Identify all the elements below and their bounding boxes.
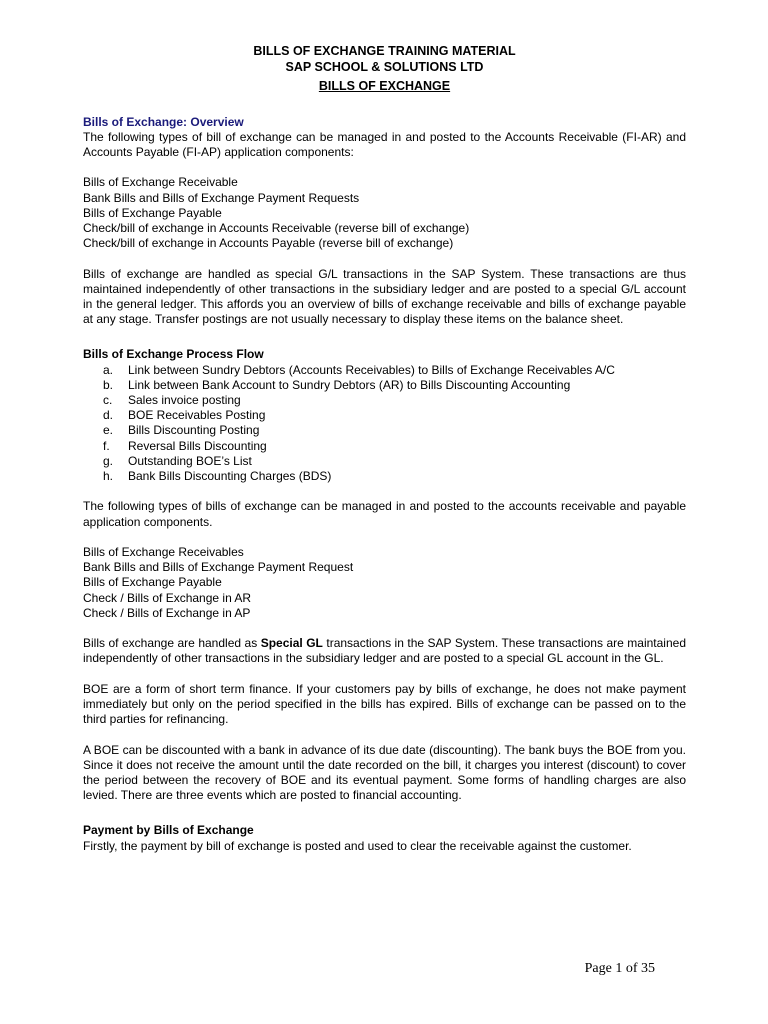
list-marker: a. — [103, 362, 114, 377]
list-item: Bills of Exchange Payable — [83, 205, 222, 220]
list-marker: c. — [103, 392, 113, 407]
company-name: SAP SCHOOL & SOLUTIONS LTD — [285, 59, 484, 74]
list-marker: e. — [103, 423, 114, 438]
list-item-text: Link between Bank Account to Sundry Debtors (AR) to Bills Discounting Accounting — [128, 377, 571, 392]
payment-heading: Payment by Bills of Exchange — [83, 823, 254, 838]
list-item — [83, 454, 686, 469]
list-marker: d. — [103, 408, 114, 423]
overview-paragraph: Bills of exchange are handled as special G/L transactions in the SAP System. These transactions are thus maintained independently of other transactions in the subsidiary ledger and are posted to a special G/L account in the general ledger. This affords you an overview of bills of exchange receivable and bills of exchange payable at any stage. Transfer postings are not usually necessary to display these items on the balance sheet. — [83, 266, 686, 327]
document-page — [83, 44, 686, 854]
list-item: Bills of Exchange Receivables — [83, 544, 244, 559]
overview-intro: The following types of bill of exchange can be managed in and posted to the Accounts Receivable (FI-AR) and Accounts Payable (FI-AP) application components: — [83, 129, 686, 159]
document-title: BILLS OF EXCHANGE TRAINING MATERIAL — [253, 44, 516, 58]
list-item-text: Bills Discounting Posting — [128, 423, 260, 438]
process-flow-list — [83, 363, 686, 485]
list-item: Check/bill of exchange in Accounts Receivable (reverse bill of exchange) — [83, 220, 470, 235]
list-item — [83, 408, 686, 423]
list-item — [83, 363, 686, 378]
payment-paragraph: Firstly, the payment by bill of exchange is posted and used to clear the receivable against the customer. — [83, 838, 632, 853]
list-item: Check / Bills of Exchange in AP — [83, 605, 251, 620]
chapter-title: BILLS OF EXCHANGE — [318, 79, 451, 93]
list-item — [83, 439, 686, 454]
boe-finance-paragraph: BOE are a form of short term finance. If your customers pay by bills of exchange, he does not make payment immediately but only on the period specified in the bills has expired. Bills of exchange can be passed on to the third parties for refinancing. — [83, 681, 686, 727]
overview-heading: Bills of Exchange: Overview — [83, 114, 244, 129]
overview-types-list — [83, 175, 686, 251]
list-item-text: Reversal Bills Discounting — [128, 438, 267, 453]
page-number: Page 1 of 35 — [584, 961, 655, 976]
list-item-text: Outstanding BOE’s List — [128, 453, 252, 468]
list-item — [83, 378, 686, 393]
list-item: Bank Bills and Bills of Exchange Payment Request — [83, 560, 354, 575]
list-item-text: Sales invoice posting — [128, 392, 241, 407]
types-intro: The following types of bills of exchange can be managed in and posted to the accounts receivable and payable application components. — [83, 499, 686, 529]
list-marker: b. — [103, 377, 114, 392]
list-item — [83, 423, 686, 438]
special-gl-text-start: Bills of exchange are handled as — [83, 636, 261, 651]
special-gl-term: Special GL — [260, 636, 323, 651]
list-item: Bills of Exchange Receivable — [83, 175, 238, 190]
list-item: Check/bill of exchange in Accounts Payable (reverse bill of exchange) — [83, 236, 454, 251]
list-item — [83, 393, 686, 408]
list-item-text: Link between Sundry Debtors (Accounts Receivables) to Bills of Exchange Receivables A/C — [128, 362, 615, 377]
discounting-paragraph: A BOE can be discounted with a bank in advance of its due date (discounting). The bank buys the BOE from you. Since it does not receive the amount until the date recorded on the bill, it charges you interest (discount) to cover the period between the recovery of BOE and its eventual payment. Some forms of handling charges are also levied. There are three events which are posted to financial accounting. — [83, 742, 686, 803]
list-marker: g. — [103, 453, 114, 468]
list-item: Bills of Exchange Payable — [83, 575, 222, 590]
special-gl-paragraph — [83, 636, 686, 666]
types-list — [83, 545, 686, 621]
list-item-text: Bank Bills Discounting Charges (BDS) — [128, 468, 332, 483]
list-item: Check / Bills of Exchange in AR — [83, 590, 252, 605]
list-item — [83, 469, 686, 484]
process-flow-heading: Bills of Exchange Process Flow — [83, 347, 264, 362]
list-marker: f. — [103, 438, 110, 453]
list-item: Bank Bills and Bills of Exchange Payment Requests — [83, 190, 360, 205]
list-marker: h. — [103, 468, 114, 483]
special-gl-text-end: transactions in the SAP System. These transactions are maintained independently of other transactions in the subsidiary ledger and are posted to a special GL account in the GL. — [83, 636, 686, 666]
list-item-text: BOE Receivables Posting — [128, 408, 266, 423]
